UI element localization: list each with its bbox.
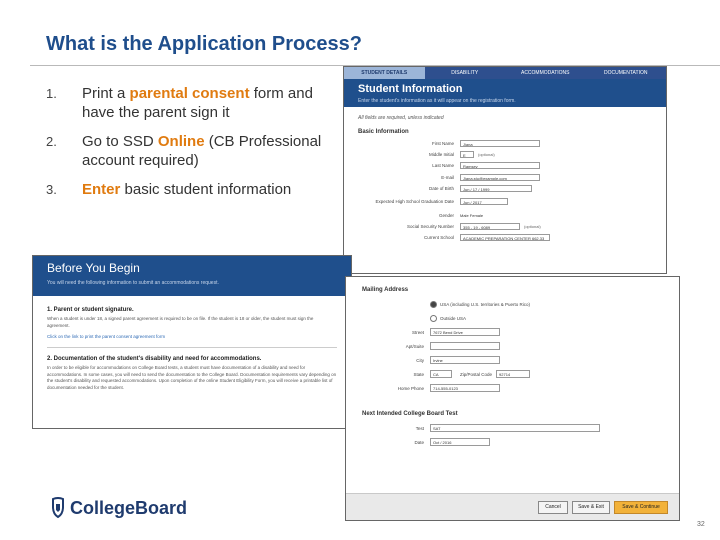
- save-continue-button[interactable]: Save & Continue: [614, 501, 668, 514]
- first-name-row: [344, 138, 666, 149]
- street-row: [346, 325, 679, 339]
- step-text: form and have the parent sign it: [82, 85, 313, 121]
- field-label: State: [413, 371, 424, 377]
- test-date-select[interactable]: Oct / 2016: [430, 438, 490, 446]
- radio-label: USA (including U.S. territories & Puerto Rico): [440, 301, 531, 307]
- wizard-tabs: [344, 67, 666, 79]
- test-date-row: [346, 435, 679, 449]
- field-label: First Name: [431, 141, 454, 147]
- required-note: All fields are required, unless indicated: [358, 115, 444, 121]
- gender-row: [344, 210, 666, 221]
- slide-title: What is the Application Process?: [46, 33, 362, 55]
- dob-row: [344, 183, 666, 194]
- tab-disability[interactable]: DISABILITY: [451, 70, 479, 76]
- dob-select[interactable]: Jun / 17 / 1999: [460, 185, 532, 192]
- section-divider: [47, 347, 337, 348]
- steps-list: [46, 84, 346, 209]
- section-heading: 1. Parent or student signature.: [47, 307, 134, 313]
- test-row: [346, 421, 679, 435]
- tab-documentation[interactable]: DOCUMENTATION: [604, 70, 648, 76]
- before-you-begin-header: [33, 256, 351, 296]
- country-radio-row: [346, 311, 679, 325]
- field-label: E-mail: [441, 174, 454, 180]
- page-number: 32: [697, 521, 705, 528]
- country-radio-row: [346, 297, 679, 311]
- outside-usa-radio[interactable]: [430, 315, 466, 322]
- student-info-header: [344, 79, 666, 107]
- cancel-button[interactable]: Cancel: [538, 501, 568, 514]
- step-number: 1.: [46, 86, 57, 101]
- basic-info-heading: Basic Information: [358, 129, 409, 135]
- field-label: Gender: [438, 213, 454, 219]
- step-highlight: parental consent: [129, 85, 250, 102]
- street-input[interactable]: 7672 Bend Drive: [430, 328, 500, 336]
- step-item: [46, 180, 346, 199]
- step-text: Print a: [82, 85, 130, 102]
- apt-row: [346, 339, 679, 353]
- acorn-icon: [50, 497, 66, 519]
- graduation-row: [344, 194, 666, 210]
- field-label: Apt/Suite: [405, 343, 424, 349]
- consent-form-link[interactable]: Click on the link to print the parent consent agreement form: [47, 334, 166, 339]
- phone-row: [346, 381, 679, 395]
- student-info-panel: [343, 66, 667, 274]
- step-highlight: Enter: [82, 181, 121, 198]
- logo-text: CollegeBoard: [70, 497, 188, 518]
- radio-label: Outside USA: [440, 315, 467, 321]
- section-text: When a student is under 18, a signed parent agreement is required to be on file. If the student is 18 or older, the student must sign the agreement.: [47, 316, 314, 328]
- tab-student-details[interactable]: STUDENT DETAILS: [344, 67, 425, 79]
- state-select[interactable]: CA: [430, 370, 452, 378]
- before-you-begin-panel: [32, 255, 352, 429]
- tab-accommodations[interactable]: ACCOMMODATIONS: [520, 70, 570, 76]
- zip-input[interactable]: 92714: [496, 370, 530, 378]
- step-text: basic student information: [120, 181, 292, 198]
- field-label: Current School: [423, 235, 454, 241]
- mailing-address-panel: [345, 276, 680, 521]
- field-label: Street: [411, 329, 424, 335]
- step-highlight: Online: [157, 133, 205, 150]
- optional-note: (optional): [524, 224, 541, 230]
- radio-icon: [430, 315, 437, 322]
- school-row: [344, 232, 666, 243]
- step-text: Go to SSD: [82, 133, 158, 150]
- city-row: [346, 353, 679, 367]
- middle-initial-input[interactable]: E: [460, 151, 474, 158]
- next-test-heading: Next Intended College Board Test: [362, 411, 458, 417]
- section-heading: 2. Documentation of the student's disability and need for accommodations.: [47, 356, 262, 362]
- graduation-select[interactable]: Jun / 2017: [460, 198, 508, 205]
- field-label: Expected High School Graduation Date: [375, 199, 454, 205]
- signature-section: [47, 307, 337, 339]
- gender-radio-group[interactable]: Male Female: [460, 213, 484, 219]
- mailing-address-heading: Mailing Address: [362, 287, 409, 293]
- step-number: 3.: [46, 182, 57, 197]
- before-you-begin-title: Before You Begin: [47, 261, 140, 275]
- step-item: [46, 84, 346, 122]
- field-label: Home Phone: [397, 385, 424, 391]
- current-school-select[interactable]: ACADEMIC PREPARATION CENTER 662.33: [460, 234, 550, 241]
- last-name-row: [344, 160, 666, 171]
- step-text: (CB Professional account required): [82, 133, 322, 169]
- documentation-section: [47, 356, 337, 391]
- save-exit-button[interactable]: Save & Exit: [572, 501, 610, 514]
- test-select[interactable]: SAT: [430, 424, 600, 432]
- last-name-input[interactable]: Ramsey: [460, 162, 540, 169]
- home-phone-input[interactable]: 714-555-0123: [430, 384, 500, 392]
- before-you-begin-subtitle: You will need the following information to submit an accommodations request.: [47, 280, 219, 286]
- student-info-title: Student Information: [358, 83, 463, 95]
- middle-initial-row: [344, 149, 666, 160]
- usa-radio[interactable]: [430, 301, 530, 308]
- ssn-input[interactable]: 355 - 19 - 6089: [460, 223, 520, 230]
- state-zip-row: [346, 367, 679, 381]
- field-label: Zip/Postal Code: [460, 371, 493, 377]
- email-field[interactable]: Jiana.stu@example.com: [460, 174, 540, 181]
- field-label: Test: [415, 425, 424, 431]
- email-row: [344, 172, 666, 183]
- collegeboard-logo: [50, 497, 187, 519]
- form-footer: [346, 493, 679, 520]
- first-name-input[interactable]: Jiana: [460, 140, 540, 147]
- field-label: City: [416, 357, 424, 363]
- radio-selected-icon: [430, 301, 437, 308]
- city-input[interactable]: Irvine: [430, 356, 500, 364]
- optional-note: (optional): [478, 152, 495, 158]
- field-label: Social Security Number: [406, 224, 454, 230]
- field-label: Last Name: [432, 163, 454, 169]
- student-info-subtitle: Enter the student's information as it will appear on the registration form.: [358, 98, 516, 104]
- field-label: Date of Birth: [428, 185, 454, 191]
- field-label: Date: [414, 439, 424, 445]
- ssn-row: [344, 221, 666, 232]
- section-text: In order to be eligible for accommodations on College Board tests, a student must have documentation of a disability and need for accommodations. In some cases, you will need to send the documentation to the College Board. Documentation requirements vary depending on the student's disability and requested accommodations. Upon completion of the online Student Eligibility Form, you will receive a printable list of documentation needed for the student.: [47, 365, 337, 390]
- step-number: 2.: [46, 134, 57, 149]
- apt-input[interactable]: [430, 342, 500, 350]
- step-item: [46, 132, 346, 170]
- field-label: Middle Initial: [428, 152, 454, 158]
